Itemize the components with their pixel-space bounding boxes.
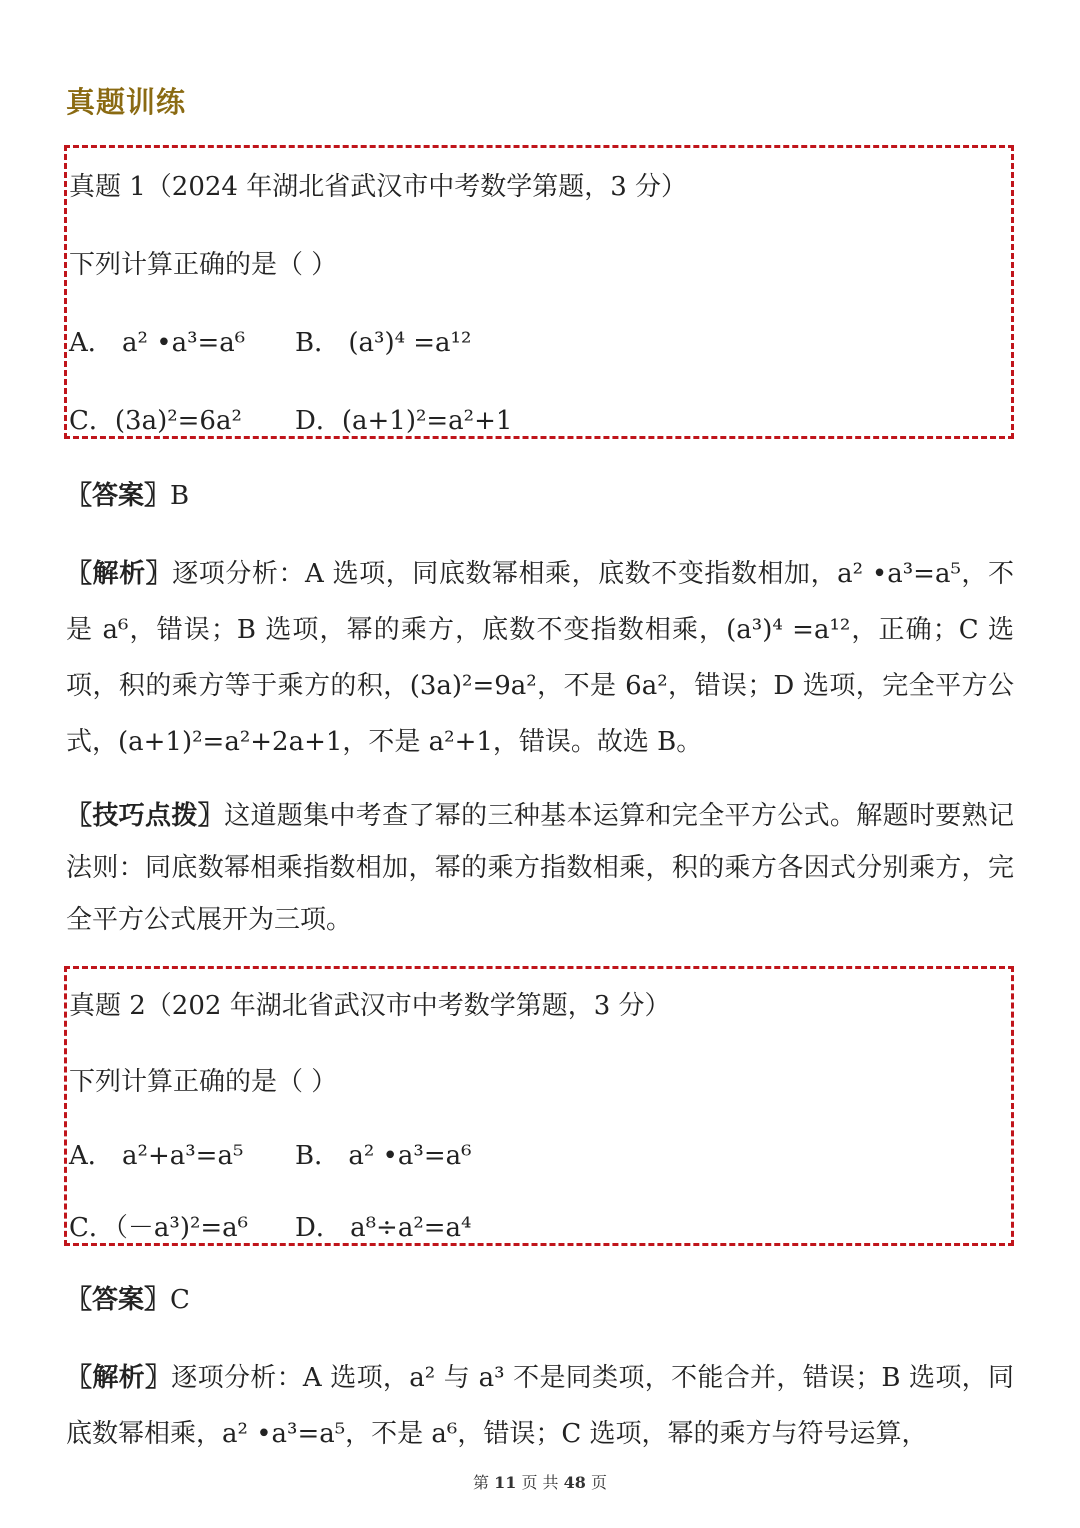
question-2-box [64, 966, 1014, 1246]
page-footer [0, 1470, 1080, 1493]
question-1-box [64, 145, 1014, 439]
question-1-tip [66, 790, 1014, 946]
question-2-option-d: D． a⁸÷a²=a⁴ [295, 1213, 472, 1243]
footer-prefix: 第 [472, 1473, 489, 1492]
question-2-header: 真题 2（202 年湖北省武汉市中考数学第题，3 分） [69, 991, 671, 1021]
question-1-options-row-2 [69, 400, 969, 437]
answer-label: 〖答案〗 [66, 1285, 171, 1315]
page-number: 11 [494, 1473, 517, 1492]
section-title: 真题训练 [66, 85, 187, 119]
question-1-stem: 下列计算正确的是（ ） [69, 250, 338, 280]
question-1-option-d: D．(a+1)²=a²+1 [295, 406, 513, 436]
answer-label: 〖答案〗 [66, 481, 171, 511]
question-2-option-a: A． a²+a³=a⁵ [69, 1141, 244, 1171]
question-1-option-c: C．(3a)²=6a² [69, 406, 242, 436]
answer-value: B [170, 481, 190, 511]
question-1-option-a: A． a² •a³=a⁶ [69, 328, 246, 358]
tip-text: 这道题集中考查了幂的三种基本运算和完全平方公式。解题时要熟记法则：同底数幂相乘指数相加，幂的乘方指数相乘，积的乘方各因式分别乘方，完全平方公式展开为三项。 [66, 801, 1014, 935]
analysis-text: 逐项分析：A 选项，同底数幂相乘，底数不变指数相加，a² •a³=a⁵，不是 a⁶，错误；B 选项，幂的乘方，底数不变指数相乘，(a³)⁴ =a¹²，正确；C 选项，积的乘方等于乘方的积，(3a)²=9a²，不是 6a²，错误；D 选项，完全平方公式，(a+1)²=a²+2a+1，不是 a²+1，错误。故选 B。 [66, 559, 1014, 757]
footer-middle: 页 共 [521, 1473, 559, 1492]
question-2-answer [66, 1272, 1014, 1328]
analysis-text: 逐项分析：A 选项，a² 与 a³ 不是同类项，不能合并，错误；B 选项，同底数幂相乘，a² •a³=a⁵，不是 a⁶，错误；C 选项，幂的乘方与符号运算， [66, 1363, 1014, 1449]
analysis-label: 〖解析〗 [66, 1363, 172, 1393]
question-2-stem: 下列计算正确的是（ ） [69, 1067, 338, 1097]
question-2-option-c: C．（－a³)²=a⁶ [69, 1213, 249, 1243]
question-1-answer [66, 468, 1014, 524]
question-2-option-b: B． a² •a³=a⁶ [295, 1141, 472, 1171]
analysis-label: 〖解析〗 [66, 559, 173, 589]
answer-value: C [170, 1285, 190, 1315]
question-2-options-row-1 [69, 1135, 969, 1172]
question-1-analysis [66, 546, 1014, 770]
question-1-option-b: B． (a³)⁴ =a¹² [295, 328, 472, 358]
tip-label: 〖技巧点拨〗 [66, 801, 225, 831]
question-1-header: 真题 1（2024 年湖北省武汉市中考数学第题，3 分） [69, 172, 688, 202]
question-2-options-row-2 [69, 1207, 969, 1244]
page-total: 48 [563, 1473, 586, 1492]
question-1-options-row-1 [69, 322, 969, 359]
footer-suffix: 页 [591, 1473, 608, 1492]
question-2-analysis [66, 1350, 1014, 1462]
